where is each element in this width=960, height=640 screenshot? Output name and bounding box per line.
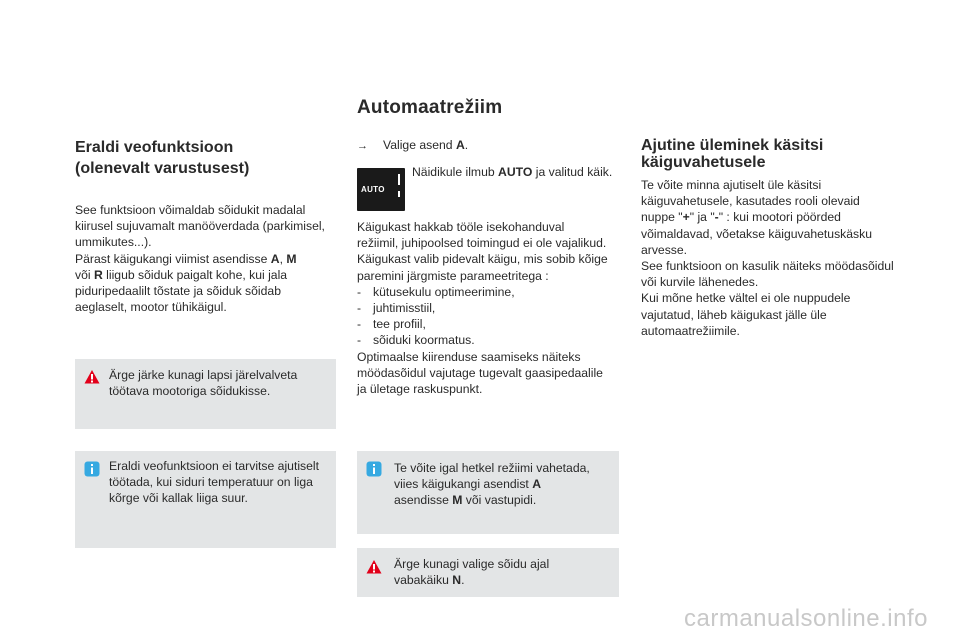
- warning-icon: [366, 559, 382, 575]
- right-line: automaatrežiimile.: [641, 323, 740, 338]
- left-info-text: [109, 458, 319, 507]
- gear-a: A: [455, 138, 465, 152]
- info-line: Te võite igal hetkel režiimi vahetada,: [394, 461, 590, 475]
- info-line: kõrge või kallak liiga suur.: [109, 491, 248, 506]
- middle-warning-box: [357, 548, 619, 597]
- right-line: arvesse.: [641, 242, 688, 257]
- info-icon: [366, 461, 382, 477]
- middle-line: režiimil, juhipoolsed toimingud ei ole vajalikud.: [357, 236, 607, 251]
- gear-m: M: [286, 251, 297, 266]
- left-body-text: [75, 202, 345, 315]
- gear-m: M: [452, 493, 463, 508]
- arrow-right-icon: →: [357, 140, 368, 152]
- info-line: töötada, kui siduri temperatuur on liga: [109, 475, 313, 490]
- display-text: Näidikule ilmub: [412, 165, 499, 179]
- middle-line: Käigukast hakkab tööle isekohanduval: [357, 220, 565, 234]
- left-para-line: piduripedaalilt tõstate ja sõiduk sõidab: [75, 284, 281, 299]
- info-icon: [84, 461, 100, 477]
- left-title-line1: Eraldi veofunktsioon: [75, 139, 234, 156]
- middle-info-box: [357, 451, 619, 534]
- list-item: [357, 332, 622, 348]
- middle-line: Käigukast valib pidevalt käigu, mis sobib kõige: [357, 252, 608, 267]
- right-line: käiguvahetusele, kasutades rooli olevaid: [641, 194, 860, 209]
- left-warning-box: [75, 359, 336, 429]
- list-item: [357, 284, 622, 300]
- gear-indicator: [398, 174, 400, 185]
- list-item: [357, 316, 622, 332]
- list-item: [357, 300, 622, 316]
- right-line: Kui mõne hetke vältel ei ole nuppudele: [641, 291, 851, 306]
- warning-line: Ärge kunagi valige sõidu ajal: [394, 557, 550, 571]
- list-dash: -: [357, 301, 362, 316]
- step-end: .: [464, 138, 469, 152]
- right-line: vajutatud, läheb käigukast jälle üle: [641, 307, 827, 322]
- minus-paddle: -: [714, 210, 719, 225]
- left-para-text: või: [75, 267, 94, 282]
- step-instruction: [357, 137, 468, 154]
- warning-line: [394, 572, 549, 588]
- left-para-line: aeglaselt, mootor tühikäigul.: [75, 300, 227, 315]
- info-line: [394, 476, 590, 492]
- middle-body-text: [357, 219, 622, 397]
- display-description: [412, 164, 612, 180]
- middle-line: möödasõidul vajutage tugevalt gaasipedaalile: [357, 365, 603, 380]
- plus-paddle: +: [682, 210, 690, 225]
- info-text: või vastupidi.: [462, 493, 537, 508]
- info-line: [394, 492, 590, 508]
- left-warning-text: [109, 367, 297, 399]
- warning-line: töötava mootoriga sõidukisse.: [109, 384, 271, 399]
- list-dash: -: [357, 317, 362, 332]
- right-text: nuppe ": [641, 210, 683, 225]
- list-item-text: sõiduki koormatus.: [373, 333, 475, 348]
- middle-line: paremini järgmiste parameetritega :: [357, 268, 549, 283]
- auto-badge-label: AUTO: [361, 185, 385, 194]
- right-section-title: [641, 137, 823, 171]
- step-text: Valige asend: [383, 138, 456, 152]
- left-para-line: [75, 267, 345, 283]
- right-title-line2: käiguvahetusele: [641, 154, 766, 171]
- left-para-line: ummikutes...).: [75, 235, 152, 250]
- left-para-line: See funktsioon võimaldab sõidukit madalal: [75, 203, 306, 217]
- warning-text: vabakäiku: [394, 573, 453, 588]
- warning-icon: [84, 369, 100, 385]
- list-dash: -: [357, 284, 362, 299]
- list-item-text: tee profiil,: [373, 317, 426, 332]
- info-text: asendisse: [394, 493, 453, 508]
- list-item-text: kütusekulu optimeerimine,: [373, 284, 515, 299]
- list-dash: -: [357, 333, 362, 348]
- gear-indicator: [398, 191, 400, 197]
- right-line: Te võite minna ajutiselt üle käsitsi: [641, 178, 822, 192]
- page-title: Automaatrežiim: [357, 97, 503, 118]
- right-line: võimaldavad, võetakse käiguvahetuskäsku: [641, 226, 873, 241]
- warning-text: .: [461, 573, 465, 588]
- footer-watermark: carmanualsonline.info: [684, 605, 928, 632]
- left-para-line: kiirusel sujuvamalt manööverdada (parkimisel,: [75, 219, 325, 234]
- left-para-text: liigub sõiduk paigalt kohe, kui jala: [102, 267, 288, 282]
- right-line: See funktsioon on kasulik näiteks möödasõidul: [641, 259, 894, 274]
- gear-n: N: [452, 573, 462, 588]
- gear-r: R: [93, 267, 103, 282]
- left-title-line2: (olenevalt varustusest): [75, 160, 250, 177]
- info-text: viies käigukangi asendist: [394, 477, 533, 492]
- right-title-line1: Ajutine üleminek käsitsi: [641, 137, 824, 154]
- middle-line: ja ületage raskuspunkt.: [357, 382, 483, 397]
- right-text: " : kui mootori pöörded: [718, 210, 841, 225]
- info-line: Eraldi veofunktsioon ei tarvitse ajutiselt: [109, 459, 320, 473]
- middle-info-text: [394, 460, 590, 509]
- list-item-text: juhtimisstiil,: [373, 301, 436, 316]
- right-body-text: [641, 177, 916, 339]
- auto-display-image: [357, 168, 405, 211]
- middle-warning-text: [394, 556, 549, 588]
- left-section-title: [75, 137, 249, 179]
- display-text: ja valitud käik.: [532, 165, 613, 179]
- left-para-line: [75, 251, 345, 267]
- left-para-text: Pärast käigukangi viimist asendisse: [75, 251, 271, 266]
- left-info-box: [75, 451, 336, 548]
- right-line: või kurvile lähenedes.: [641, 275, 759, 290]
- separator: ,: [279, 251, 287, 266]
- middle-line: Optimaalse kiirenduse saamiseks näiteks: [357, 349, 581, 364]
- warning-line: Ärge järke kunagi lapsi järelvalveta: [109, 368, 298, 382]
- right-line: [641, 209, 916, 225]
- auto-word: AUTO: [498, 165, 533, 179]
- right-text: " ja ": [689, 210, 715, 225]
- gear-a: A: [270, 251, 280, 266]
- gear-a: A: [532, 477, 542, 492]
